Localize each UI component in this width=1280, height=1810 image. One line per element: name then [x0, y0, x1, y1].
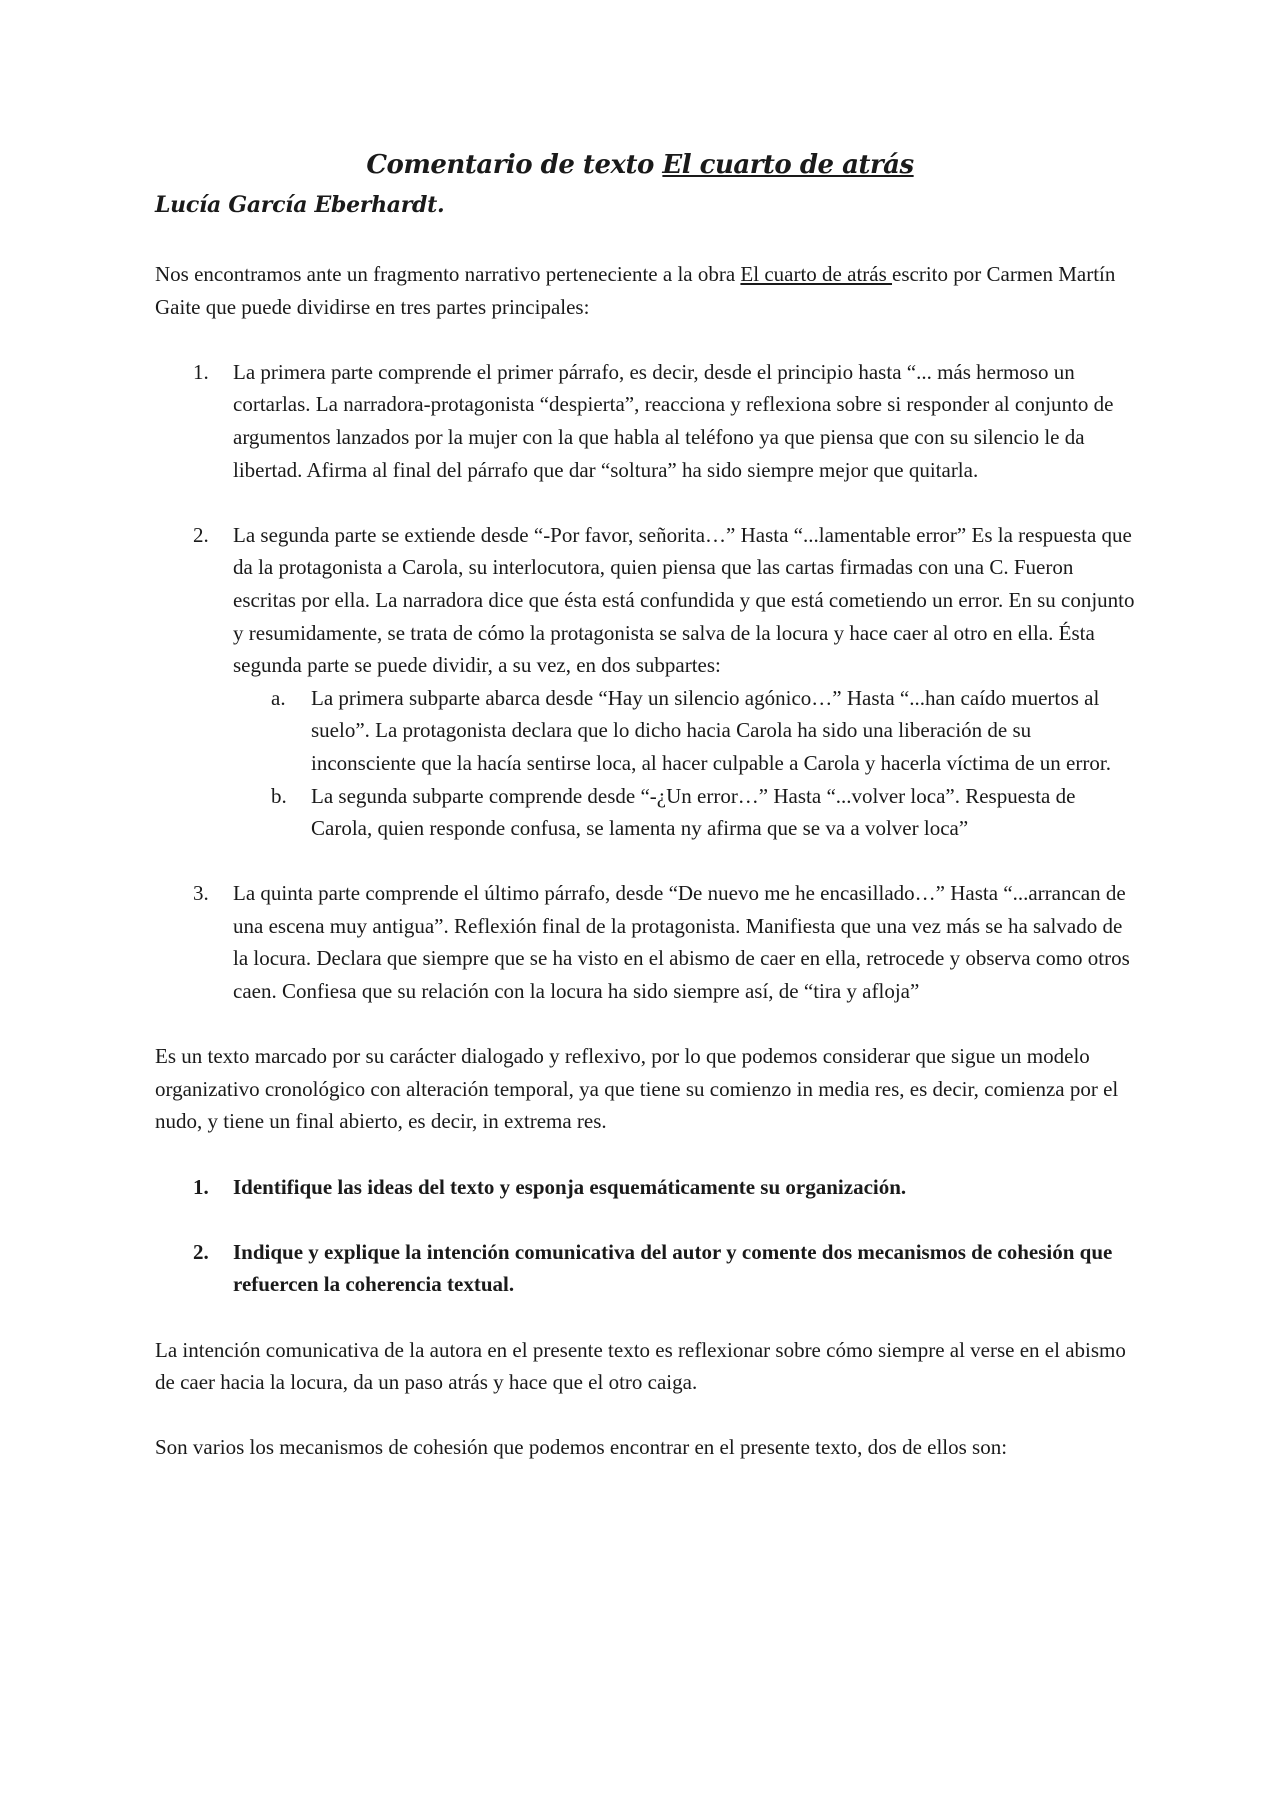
part-item-1 [155, 356, 1135, 486]
list-number: 3. [193, 881, 209, 906]
part-text: La primera parte comprende el primer párrafo, es decir, desde el principio hasta “... más hermoso un cortarlas. La narradora-protagonista “despierta”, reacciona y reflexiona sobre si responder al conjunto de argumentos lanzados por la mujer con la que habla al teléfono ya que piensa que con su silencio le da libertad. Afirma al final del párrafo que dar “soltura” ha sido siempre mejor que quitarla. [233, 359, 1114, 482]
question-item-2 [155, 1236, 1135, 1301]
question-number: 2. [193, 1239, 209, 1264]
part-item-2 [155, 519, 1135, 682]
subpart-item-b [155, 780, 1135, 845]
list-number: 1. [193, 359, 209, 384]
title-prefix: Comentario de texto [366, 150, 663, 180]
structure-paragraph: Es un texto marcado por su carácter dialogado y reflexivo, por lo que podemos considerar que sigue un modelo organizativo cronológico con alteración temporal, ya que tiene su comienzo in media res, es decir, comienza por el nudo, y tiene un final abierto, es decir, in extrema res. [155, 1044, 1119, 1134]
intro-paragraph: Nos encontramos ante un fragmento narrativo perteneciente a la obra El cuarto de atrás escrito por Carmen Martín Gaite que puede dividirse en tres partes principales: [155, 262, 1116, 319]
list-letter: b. [271, 783, 287, 808]
author-name: Lucía García Eberhardt. [155, 192, 445, 218]
document-body [155, 258, 1135, 1464]
intro-work-title: El cuarto de atrás [740, 262, 893, 286]
part-text: La quinta parte comprende el último párrafo, desde “De nuevo me he encasillado…” Hasta “...arrancan de una escena muy antigua”. Reflexión final de la protagonista. Manifiesta que una vez más se ha salvado de la locura. Declara que siempre que se ha visto en el abismo de caer en ella, retrocede y observa como otros caen. Confiesa que su relación con la locura ha sido siempre así, de “tira y afloja” [233, 881, 1130, 1004]
document-title [0, 150, 1280, 180]
subpart-text: La segunda subparte comprende desde “-¿Un error…” Hasta “...volver loca”. Respuesta de Carola, quien responde confusa, se lamenta ny afirma que se va a volver loca” [311, 783, 1076, 841]
part-text: La segunda parte se extiende desde “-Por favor, señorita…” Hasta “...lamentable error” Es la respuesta que da la protagonista a Carola, su interlocutora, quien piensa que las cartas firmadas con una C. Fueron escritas por ella. La narradora dice que ésta está confundida y que está cometiendo un error. En su conjunto y resumidamente, se trata de cómo la protagonista se salva de la locura y hace caer al otro en ella. Ésta segunda parte se puede dividir, a su vez, en dos subpartes: [233, 522, 1135, 678]
mechanisms-paragraph: Son varios los mecanismos de cohesión que podemos encontrar en el presente texto, dos de ellos son: [155, 1435, 1008, 1460]
subpart-item-a [155, 682, 1135, 780]
question-text: Identifique las ideas del texto y esponja esquemáticamente su organización. [233, 1174, 907, 1199]
intention-paragraph: La intención comunicativa de la autora en el presente texto es reflexionar sobre cómo siempre al verse en el abismo de caer hacia la locura, da un paso atrás y hace que el otro caiga. [155, 1337, 1126, 1395]
subpart-text: La primera subparte abarca desde “Hay un silencio agónico…” Hasta “...han caído muertos al suelo”. La protagonista declara que lo dicho hacia Carola ha sido una liberación de su inconsciente que la hacía sentirse loca, al hacer culpable a Carola y hacerla víctima de un error. [311, 685, 1111, 775]
part-item-3 [155, 877, 1135, 1007]
list-letter: a. [271, 685, 286, 710]
question-number: 1. [193, 1174, 209, 1199]
title-work: El cuarto de atrás [662, 150, 914, 180]
question-item-1 [155, 1171, 1135, 1204]
list-number: 2. [193, 522, 209, 547]
question-text: Indique y explique la intención comunicativa del autor y comente dos mecanismos de cohesión que refuercen la coherencia textual. [233, 1239, 1113, 1297]
